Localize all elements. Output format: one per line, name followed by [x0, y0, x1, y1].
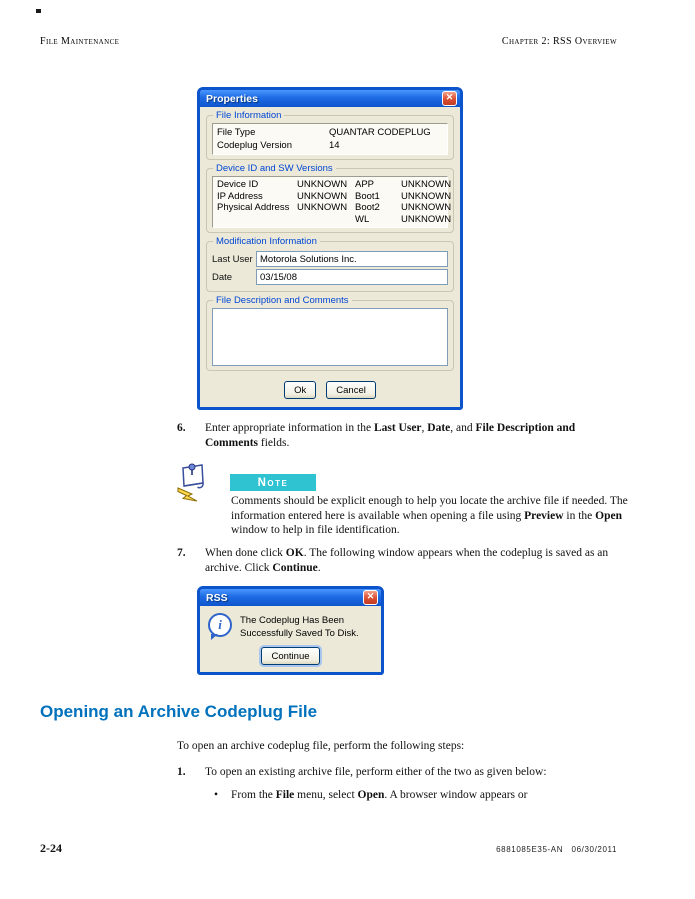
- kv-label: IP Address: [217, 190, 263, 202]
- note-icon: [175, 461, 211, 503]
- kv-value: QUANTAR CODEPLUG: [329, 127, 431, 138]
- document-id: 6881085E35-AN 06/30/2011: [496, 845, 617, 854]
- kv-label: Codeplug Version: [217, 140, 292, 151]
- kv-label: APP: [355, 179, 375, 190]
- step-text: To open an existing archive file, perform either of the two as given below:: [205, 766, 547, 778]
- running-header: [40, 36, 617, 47]
- kv-label: Boot1: [355, 190, 380, 202]
- rss-dialog: [197, 586, 384, 675]
- rss-title: RSS: [206, 591, 228, 604]
- codeplug-version-row: [217, 139, 443, 152]
- section-intro: To open an archive codeplug file, perform the following steps:: [177, 740, 465, 752]
- step-number: 1.: [177, 766, 186, 778]
- kv-label: File Type: [217, 127, 256, 138]
- kv-value: [297, 214, 355, 226]
- file-description-textarea[interactable]: [212, 308, 448, 366]
- properties-body: [200, 107, 460, 407]
- page-number: 2-24: [40, 841, 62, 855]
- step-6: [177, 421, 629, 450]
- ok-button[interactable]: Ok: [284, 381, 316, 399]
- kv-value: UNKNOWN: [401, 179, 452, 190]
- continue-button[interactable]: Continue: [261, 647, 319, 665]
- rss-buttons: [200, 642, 381, 672]
- bullet-text: From the File menu, select Open. A browser window appears or: [231, 789, 528, 801]
- last-user-field[interactable]: [256, 251, 448, 267]
- kv-label: Boot2: [355, 202, 380, 213]
- file-type-row: [217, 126, 443, 139]
- scan-artifact: [36, 9, 41, 13]
- rss-message-line2: Successfully Saved To Disk.: [240, 628, 359, 639]
- note-label: Note: [257, 476, 289, 489]
- info-icon: i: [208, 613, 232, 637]
- rss-body: [200, 606, 381, 642]
- properties-title: Properties: [206, 92, 258, 105]
- step-text: When done click OK. The following window appears when the codeplug is saved as an archive. Click Continue.: [205, 547, 609, 574]
- rss-message: [240, 613, 359, 640]
- date-row: [212, 269, 448, 285]
- date-field[interactable]: [256, 269, 448, 285]
- close-icon[interactable]: ✕: [442, 91, 457, 106]
- step-text: Enter appropriate information in the Last User, Date, and File Description and Comments fields.: [205, 422, 576, 449]
- rss-titlebar[interactable]: [200, 589, 381, 606]
- file-description-group: [206, 295, 454, 371]
- note-banner: [230, 474, 316, 491]
- modification-group: [206, 236, 454, 292]
- step-number: 6.: [177, 422, 186, 434]
- kv-value: UNKNOWN: [401, 213, 452, 225]
- device-id-panel: [212, 176, 452, 228]
- kv-label: Physical Address: [217, 202, 290, 213]
- kv-label: [217, 214, 297, 226]
- properties-dialog: [197, 87, 463, 410]
- kv-label: WL: [355, 213, 370, 225]
- field-label: Date: [212, 271, 233, 283]
- kv-value: UNKNOWN: [297, 202, 348, 213]
- bullet-icon: •: [214, 789, 219, 801]
- rss-message-line1: The Codeplug Has Been: [240, 615, 345, 626]
- properties-titlebar[interactable]: [200, 90, 460, 107]
- last-user-row: [212, 251, 448, 267]
- step-7: [177, 546, 629, 575]
- group-label: File Information: [213, 110, 284, 121]
- kv-value: UNKNOWN: [401, 202, 452, 213]
- group-label: File Description and Comments: [213, 295, 352, 306]
- header-right: Chapter 2: RSS Overview: [501, 36, 617, 47]
- section-heading: Opening an Archive Codeplug File: [40, 702, 318, 721]
- device-id-group: [206, 163, 454, 233]
- note-text: Comments should be explicit enough to help you locate the archive file if needed. The information entered here is available when opening a file using Preview in the Open window to help in file identification.: [231, 495, 628, 536]
- kv-value: UNKNOWN: [401, 190, 452, 202]
- close-icon[interactable]: ✕: [363, 590, 378, 605]
- field-label: Last User: [212, 253, 253, 265]
- bullet-item: [214, 788, 644, 803]
- header-left: File Maintenance: [40, 36, 120, 47]
- step-number: 7.: [177, 547, 186, 559]
- group-label: Device ID and SW Versions: [213, 163, 336, 174]
- group-label: Modification Information: [213, 236, 320, 247]
- kv-value: UNKNOWN: [297, 179, 348, 190]
- kv-value: 14: [329, 140, 340, 151]
- kv-label: Device ID: [217, 179, 259, 190]
- dialog-buttons: [206, 379, 454, 402]
- file-information-group: [206, 110, 454, 160]
- file-information-panel: [212, 123, 448, 155]
- kv-value: UNKNOWN: [297, 190, 348, 202]
- cancel-button[interactable]: Cancel: [326, 381, 376, 399]
- step-1: [177, 765, 647, 780]
